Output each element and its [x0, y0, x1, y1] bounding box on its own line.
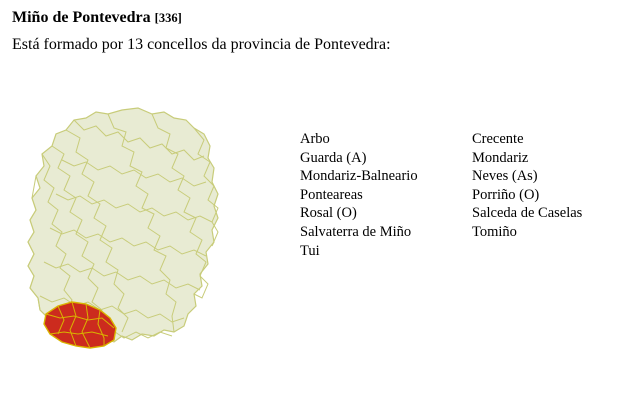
concellos-list	[300, 130, 635, 260]
page-title	[12, 9, 182, 27]
galicia-map	[18, 96, 280, 366]
list-item: Mondariz	[472, 149, 529, 166]
list-item: Tui	[300, 242, 320, 259]
list-item: Mondariz-Balneario	[300, 168, 418, 185]
page-title-text: Miño de Pontevedra	[12, 9, 151, 26]
list-item: Neves (As)	[472, 168, 538, 185]
list-item: Salceda de Caselas	[472, 205, 583, 222]
list-item: Guarda (A)	[300, 149, 367, 166]
list-item: Crecente	[472, 131, 524, 147]
concellos-column-1	[300, 130, 472, 260]
galicia-map-icon	[18, 96, 280, 366]
list-item: Arbo	[300, 131, 330, 147]
list-item: Ponteareas	[300, 186, 363, 203]
list-item: Tomiño	[472, 223, 517, 240]
page-title-count: [336]	[154, 11, 182, 25]
concellos-column-2	[472, 130, 635, 260]
page-subtitle: Está formado por 13 concellos da provincia de Pontevedra:	[12, 36, 391, 53]
list-item: Porriño (O)	[472, 186, 540, 203]
list-item: Salvaterra de Miño	[300, 223, 412, 240]
list-item: Rosal (O)	[300, 205, 357, 222]
